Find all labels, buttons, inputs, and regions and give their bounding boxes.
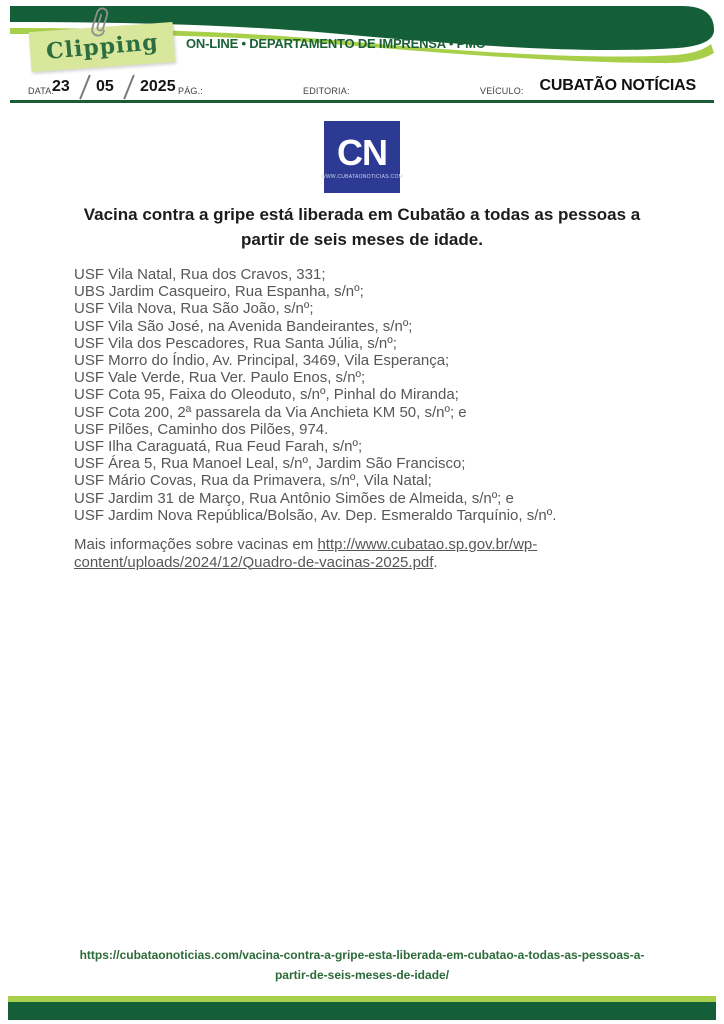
header-divider [10, 100, 714, 103]
location-line: USF Vila Natal, Rua dos Cravos, 331; [74, 266, 326, 283]
location-line: USF Jardim Nova República/Bolsão, Av. Dep. Esmeraldo Tarquínio, s/nº. [74, 506, 557, 524]
page-label: PÁG.: [178, 86, 204, 96]
cn-logo-subtext: WWW.CUBATAONOTICIAS.COM [320, 173, 404, 180]
date-separator [74, 74, 88, 100]
location-line: USF Morro do Índio, Av. Principal, 3469, Vila Esperança; [74, 352, 450, 370]
footer-source-url[interactable]: https://cubataonoticias.com/vacina-contra-a-gripe-esta-liberada-em-cubatao-a-todas-as-pessoas-a- partir-de-seis-meses-de-idade/ [79, 948, 645, 982]
date-label: DATA: [28, 86, 55, 96]
date-year-value: 2025 [140, 78, 176, 95]
locations-list [74, 266, 674, 524]
department-tagline: ON-LINE • DEPARTAMENTO DE IMPRENSA • PMC [186, 36, 485, 51]
location-line: USF Pilões, Caminho dos Pilões, 974. [74, 420, 329, 438]
vehicle-label: VEÍCULO: [480, 86, 524, 96]
location-line: USF Vila São José, na Avenida Bandeirantes, s/nº; [74, 317, 413, 335]
location-line: USF Vale Verde, Rua Ver. Paulo Enos, s/nº; [74, 369, 366, 387]
location-line: USF Vila dos Pescadores, Rua Santa Júlia, s/nº; [74, 334, 397, 352]
article-title-line2: partir de seis meses de idade. [241, 229, 483, 249]
more-info-prefix: Mais informações sobre vacinas em [74, 536, 318, 553]
date-separator [118, 74, 132, 100]
location-line: USF Ilha Caraguatá, Rua Feud Farah, s/nº; [74, 438, 363, 456]
location-line: USF Jardim 31 de Março, Rua Antônio Simões de Almeida, s/nº; e [74, 489, 514, 507]
date-month-value: 05 [96, 78, 114, 95]
vehicle-name: CUBATÃO NOTÍCIAS [539, 77, 696, 94]
location-line: USF Cota 200, 2ª passarela da Via Anchieta KM 50, s/nº; e [74, 403, 467, 421]
article-title-line1: Vacina contra a gripe está liberada em Cubatão a todas as pessoas a [83, 205, 641, 224]
footer-dark-band [8, 1002, 716, 1020]
article-title [40, 203, 684, 252]
vaccine-schedule-pdf-link[interactable]: http://www.cubatao.sp.gov.br/wp- content/uploads/2024/12/Quadro-de-vacinas-2025.pdf [74, 536, 538, 571]
location-line: USF Cota 95, Faixa do Oleoduto, s/nº, Pinhal do Miranda; [74, 386, 459, 404]
cn-logo [320, 121, 404, 193]
location-line: USF Vila Nova, Rua São João, s/nº; [74, 300, 314, 318]
cn-logo-text: CN [337, 131, 387, 173]
more-info-paragraph [74, 536, 674, 571]
location-line: USF Área 5, Rua Manoel Leal, s/nº, Jardim São Francisco; [74, 455, 466, 473]
brand-logo-text: Clipping [44, 29, 160, 65]
location-line: UBS Jardim Casqueiro, Rua Espanha, s/nº; [74, 283, 364, 301]
date-day-value: 23 [52, 78, 70, 95]
meta-row [0, 72, 724, 102]
link-suffix: . [433, 553, 438, 571]
location-line: USF Mário Covas, Rua da Primavera, s/nº, Vila Natal; [74, 472, 432, 490]
editoria-label: EDITORIA: [303, 86, 350, 96]
